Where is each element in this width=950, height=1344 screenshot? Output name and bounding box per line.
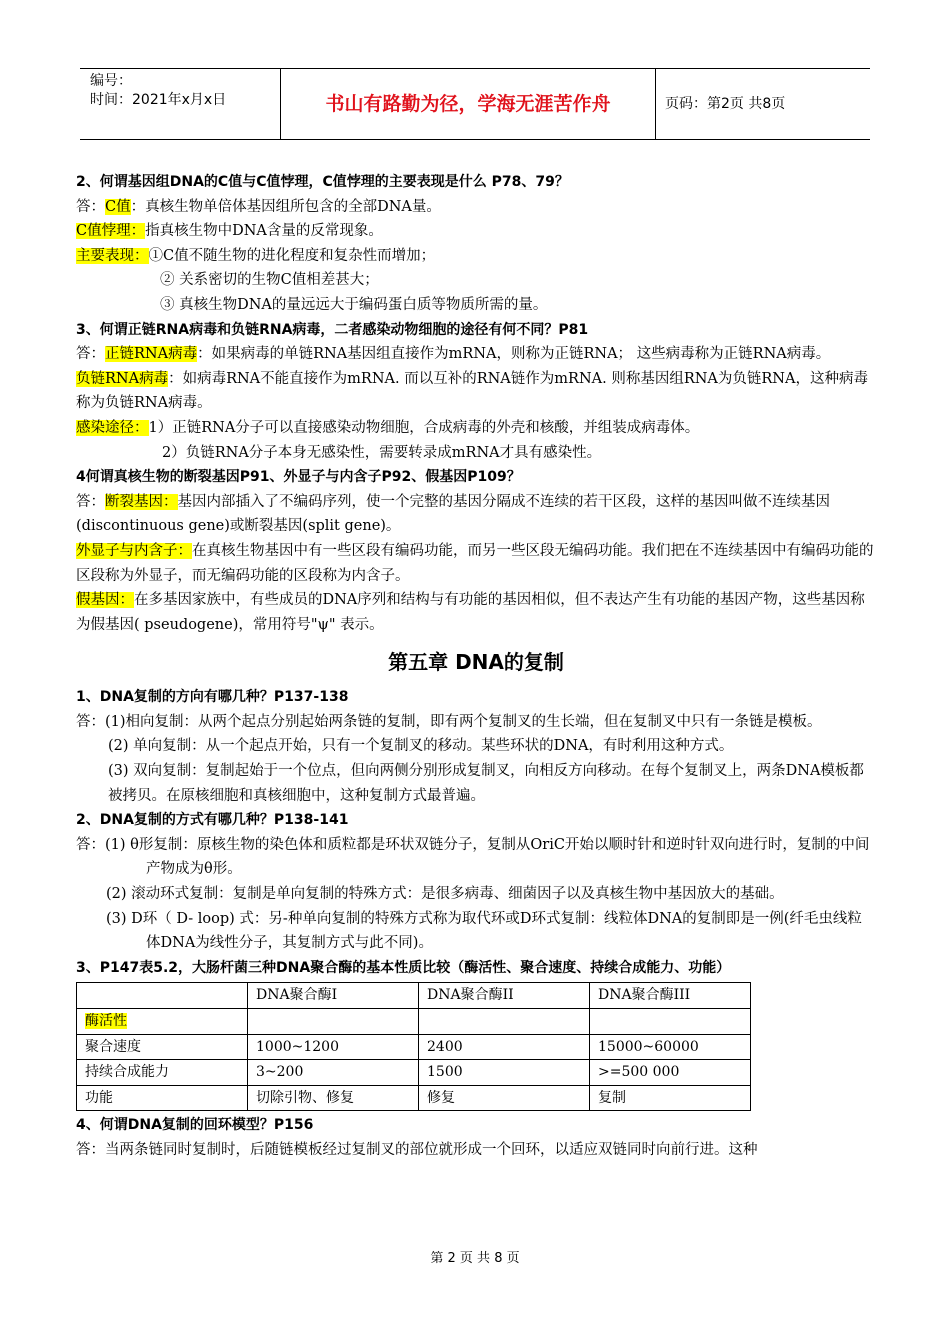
main-point-2: ② 关系密切的生物C值相差甚大； xyxy=(160,272,379,289)
negative-rna-definition: ：如病毒RNA不能直接作为mRNA. 而以互补的RNA链作为mRNA. 则称基因组RNA为负链RNA，这种病毒称为负链RNA病毒。 xyxy=(76,370,868,412)
table-cell: 1500 xyxy=(419,1060,590,1086)
term-enzyme-activity: 酶活性 xyxy=(85,1013,127,1029)
route-2: 2）负链RNA分子本身无感染性，需要转录成mRNA才具有感染性。 xyxy=(162,444,602,461)
table-cell: 持续合成能力 xyxy=(77,1060,248,1086)
q2-paradox xyxy=(76,219,876,244)
table-row xyxy=(77,1034,751,1060)
table-cell: 复制 xyxy=(590,1085,751,1111)
table-cell: 切除引物、修复 xyxy=(248,1085,419,1111)
q3-negative xyxy=(76,367,876,416)
table-row xyxy=(77,1085,751,1111)
term-c-value: C值 xyxy=(105,198,131,215)
answer-prefix: 答： xyxy=(76,493,105,510)
table-header-row xyxy=(77,983,751,1009)
table-header-cell xyxy=(77,983,248,1009)
split-gene-definition: 基因内部插入了不编码序列，使一个完整的基因分隔成不连续的若干区段，这样的基因叫做不连续基因(discontinuous gene)或断裂基因(split gene)。 xyxy=(76,493,830,535)
table-header-cell: DNA聚合酶III xyxy=(590,983,751,1009)
chapter-title: 第五章 DNA的复制 xyxy=(388,650,564,675)
term-infection-route: 感染途径： xyxy=(76,419,149,436)
c2-answer-3: (3) D环（ D- loop) 式：另-种单向复制的特殊方式称为取代环或D环式复制：线粒体DNA的复制即是一例(纤毛虫线粒体DNA为线性分子，其复制方式与此不同)。 xyxy=(106,910,862,952)
document-body xyxy=(76,170,876,1163)
c3-title: 3、P147表5.2，大肠杆菌三种DNA聚合酶的基本性质比较（酶活性、聚合速度、持续合成能力、功能） xyxy=(76,959,731,976)
table-cell: 3~200 xyxy=(248,1060,419,1086)
c-value-definition: ：真核生物单倍体基因组所包含的全部DNA量。 xyxy=(130,198,441,215)
q3-route xyxy=(76,416,876,441)
header-page-label: 页码：第2页 共8页 xyxy=(665,96,786,112)
c4-title: 4、何谓DNA复制的回环模型？P156 xyxy=(76,1117,314,1134)
q4-exon xyxy=(76,539,876,588)
answer-prefix: 答： xyxy=(76,346,105,363)
c2-title: 2、DNA复制的方式有哪几种？P138-141 xyxy=(76,812,349,829)
question-3-title: 3、何谓正链RNA病毒和负链RNA病毒，二者感染动物细胞的途径有何不同？P81 xyxy=(76,321,589,338)
c2-answer-1: 答：(1) θ形复制：原核生物的染色体和质粒都是环状双链分子，复制从OriC开始以顺时针和逆时针双向进行时，复制的中间产物成为θ形。 xyxy=(76,836,870,878)
page-footer: 第 2 页 共 8 页 xyxy=(430,1251,520,1266)
term-main-manifestation: 主要表现： xyxy=(76,247,149,264)
table-row xyxy=(77,1009,751,1035)
table-row xyxy=(77,1060,751,1086)
table-cell: >=500 000 xyxy=(590,1060,751,1086)
q2-c-value xyxy=(76,195,876,220)
term-split-gene: 断裂基因： xyxy=(105,493,178,510)
route-1: 1）正链RNA分子可以直接感染动物细胞，合成病毒的外壳和核酸，并组装成病毒体。 xyxy=(148,419,700,436)
positive-rna-definition: ：如果病毒的单链RNA基因组直接作为mRNA，则称为正链RNA； 这些病毒称为正链RNA病毒。 xyxy=(197,346,831,363)
table-cell: 1000~1200 xyxy=(248,1034,419,1060)
date-label: 时间：2021年x月x日 xyxy=(90,92,227,108)
header-motto: 书山有路勤为径，学海无涯苦作舟 xyxy=(281,69,656,139)
main-point-1: ①C值不随生物的进化程度和复杂性而增加； xyxy=(148,247,436,264)
main-point-3: ③ 真核生物DNA的量远远大于编码蛋白质等物质所需的量。 xyxy=(160,296,548,313)
table-cell xyxy=(590,1009,751,1035)
table-cell: 15000~60000 xyxy=(590,1034,751,1060)
table-header-cell: DNA聚合酶I xyxy=(248,983,419,1009)
question-2-title: 2、何谓基因组DNA的C值与C值悖理，C值悖理的主要表现是什么 P78、79？ xyxy=(76,174,569,190)
q4-pseudo xyxy=(76,588,876,637)
page-header xyxy=(80,68,870,140)
table-cell xyxy=(77,1009,248,1035)
q4-split xyxy=(76,490,876,539)
table-cell xyxy=(248,1009,419,1035)
table-header-cell: DNA聚合酶II xyxy=(419,983,590,1009)
term-negative-rna-virus: 负链RNA病毒 xyxy=(76,370,169,387)
term-c-paradox: C值悖理： xyxy=(76,223,146,240)
table-cell: 功能 xyxy=(77,1085,248,1111)
answer-prefix: 答： xyxy=(76,198,105,215)
exon-intron-definition: 在真核生物基因中有一些区段有编码功能，而另一些区段无编码功能。我们把在不连续基因中有编码功能的区段称为外显子，而无编码功能的区段称为内含子。 xyxy=(76,542,874,584)
question-4-title: 4何谓真核生物的断裂基因P91、外显子与内含子P92、假基因P109？ xyxy=(76,469,521,486)
number-label: 编号： xyxy=(90,73,132,89)
header-info-cell xyxy=(80,69,281,139)
pseudogene-definition: 在多基因家族中，有些成员的DNA序列和结构与有功能的基因相似，但不表达产生有功能的基因产物，这些基因称为假基因( pseudogene)，常用符号"ψ" 表示。 xyxy=(76,592,865,633)
table-cell: 2400 xyxy=(419,1034,590,1060)
table-cell: 聚合速度 xyxy=(77,1034,248,1060)
polymerase-table xyxy=(76,982,751,1111)
table-cell xyxy=(419,1009,590,1035)
c2-answer-2: (2) 滚动环式复制：复制是单向复制的特殊方式：是很多病毒、细菌因子以及真核生物中基因放大的基础。 xyxy=(106,886,784,903)
c1-answer-3: (3) 双向复制：复制起始于一个位点，但向两侧分别形成复制叉，向相反方向移动。在每个复制叉上，两条DNA模板都被拷贝。在原核细胞和真核细胞中，这种复制方式最普遍。 xyxy=(108,763,864,804)
table-cell: 修复 xyxy=(419,1085,590,1111)
c1-answer-1: 答：(1)相向复制：从两个起点分别起始两条链的复制，即有两个复制叉的生长端，但在复制叉中只有一条链是模板。 xyxy=(76,713,822,730)
term-exon-intron: 外显子与内含子： xyxy=(76,542,192,559)
term-positive-rna-virus: 正链RNA病毒 xyxy=(105,346,198,363)
c-paradox-definition: 指真核生物中DNA含量的反常现象。 xyxy=(145,223,383,240)
c4-answer-1: 答：当两条链同时复制时，后随链模板经过复制叉的部位就形成一个回环，以适应双链同时向前行进。这种 xyxy=(76,1141,758,1158)
q2-main xyxy=(76,244,876,269)
term-pseudogene: 假基因： xyxy=(76,592,134,609)
q3-positive xyxy=(76,342,876,367)
c1-title: 1、DNA复制的方向有哪几种？P137-138 xyxy=(76,689,349,706)
c1-answer-2: (2) 单向复制：从一个起点开始，只有一个复制叉的移动。某些环状的DNA，有时利用这种方式。 xyxy=(108,738,734,755)
